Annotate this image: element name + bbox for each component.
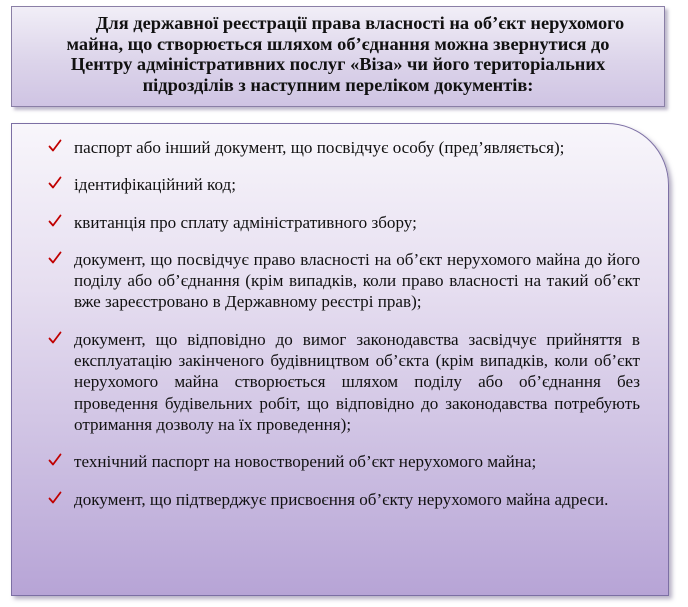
list-item [34,174,640,195]
check-icon [48,214,62,228]
list-item [34,329,640,435]
check-icon [48,251,62,265]
list-item [34,137,640,158]
check-icon [48,139,62,153]
check-icon [48,491,62,505]
documents-panel [11,123,669,596]
check-icon [48,331,62,345]
list-item-text: паспорт або інший документ, що посвідчує особу (пред’являється); [74,138,565,157]
list-item [34,249,640,313]
list-item [34,212,640,233]
list-item [34,489,640,510]
list-item-text: документ, що відповідно до вимог законодавства засвідчує прийняття в експлуатацію закінченого будівництвом об’єкта (крім випадків, коли об’єкт нерухомого майна створюється шляхом поділу або об’єднання без проведення будівельних робіт, що відповідно до законодавства потребують отримання дозволу на їх проведення); [74,329,640,434]
list-item-text: документ, що підтверджує присвоєння об’єкту нерухомого майна адреси. [74,489,609,509]
list-item [34,451,640,472]
header-box [11,6,665,107]
list-item-text: квитанція про сплату адміністративного збору; [74,212,417,232]
check-icon [48,176,62,190]
list-item-text: ідентифікаційний код; [74,175,236,195]
documents-list [12,124,668,510]
list-item-text: технічний паспорт на новостворений об’єкт нерухомого майна; [74,452,537,472]
check-icon [48,453,62,467]
header-text: Для державної реєстрації права власності на об’єкт нерухомого майна, що створюється шляхом об’єднання можна звернутися до Центру адміністративних послуг «Віза» чи його територіальних підрозділів з наступним переліком документів: [66,13,625,95]
list-item-text: документ, що посвідчує право власності на об’єкт нерухомого майна до його поділу або об’єднання (крім випадків, коли право власності на такий об’єкт вже зареєстровано в Державному реєстрі прав); [74,249,640,312]
